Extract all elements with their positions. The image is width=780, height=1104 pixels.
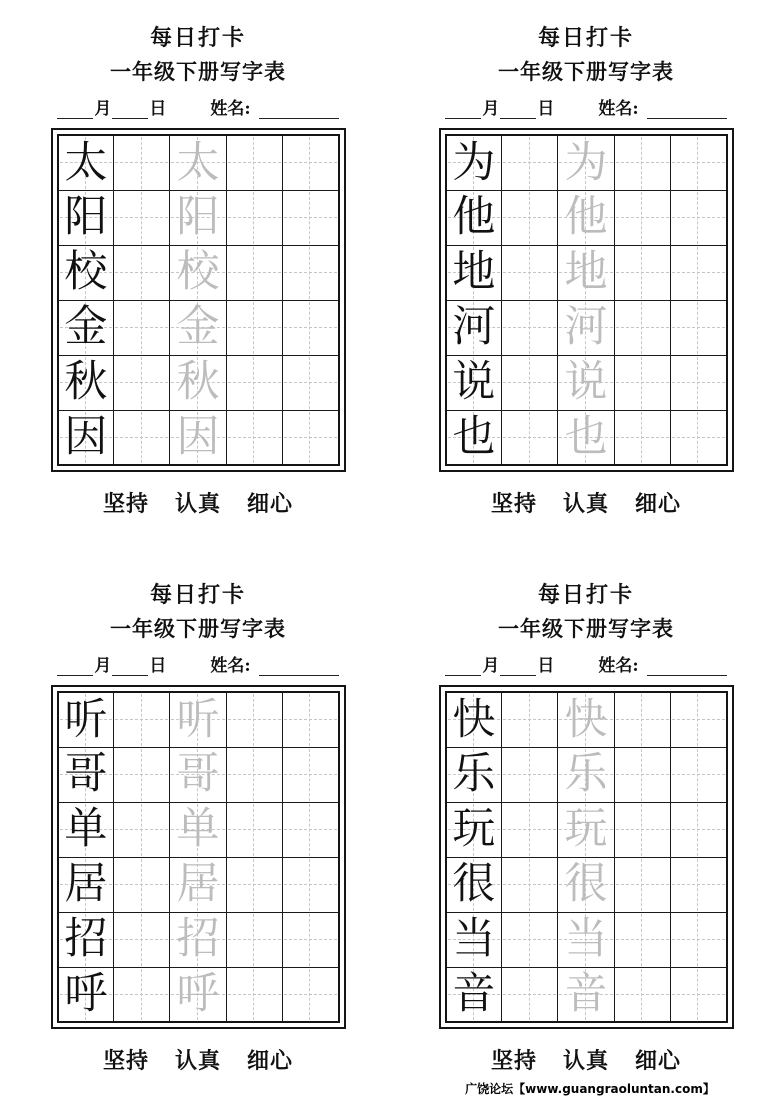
empty-practice-cell bbox=[614, 355, 670, 410]
name-blank bbox=[259, 657, 339, 676]
empty-practice-cell bbox=[282, 857, 338, 912]
empty-practice-cell bbox=[114, 912, 170, 967]
model-character: 听 bbox=[64, 694, 108, 745]
trace-character: 为 bbox=[564, 137, 608, 188]
empty-practice-cell bbox=[502, 857, 558, 912]
model-character: 招 bbox=[64, 914, 108, 965]
practice-sheet-top-left bbox=[48, 26, 348, 518]
motto-word: 坚持 bbox=[102, 491, 149, 518]
motto-word: 坚持 bbox=[102, 1048, 149, 1075]
name-blank bbox=[647, 657, 727, 676]
character-practice-grid bbox=[445, 691, 728, 1023]
practice-row bbox=[58, 967, 339, 1022]
date-name-line bbox=[436, 654, 736, 676]
trace-character: 太 bbox=[176, 137, 220, 188]
model-character: 阳 bbox=[64, 192, 108, 243]
empty-practice-cell bbox=[614, 135, 670, 190]
empty-practice-cell bbox=[502, 135, 558, 190]
name-label: 姓名: bbox=[598, 99, 639, 120]
month-label: 月 bbox=[482, 656, 500, 677]
model-character: 当 bbox=[452, 914, 496, 965]
empty-practice-cell bbox=[114, 135, 170, 190]
empty-practice-cell bbox=[670, 912, 726, 967]
model-character: 玩 bbox=[452, 804, 496, 855]
empty-practice-cell bbox=[614, 747, 670, 802]
name-blank bbox=[647, 100, 727, 119]
empty-practice-cell bbox=[282, 912, 338, 967]
empty-practice-cell bbox=[670, 245, 726, 300]
model-character-cell bbox=[58, 245, 114, 300]
empty-practice-cell bbox=[502, 747, 558, 802]
trace-character: 也 bbox=[564, 412, 608, 463]
model-character-cell bbox=[446, 967, 502, 1022]
empty-practice-cell bbox=[502, 245, 558, 300]
motto-word: 认真 bbox=[174, 1048, 221, 1075]
day-blank bbox=[112, 657, 148, 676]
practice-row bbox=[58, 190, 339, 245]
model-character: 哥 bbox=[64, 749, 108, 800]
model-character-cell bbox=[58, 190, 114, 245]
model-character-cell bbox=[446, 912, 502, 967]
trace-character-cell bbox=[558, 300, 614, 355]
sheet-title: 每日打卡 bbox=[149, 25, 246, 51]
empty-practice-cell bbox=[282, 802, 338, 857]
practice-row bbox=[58, 300, 339, 355]
empty-practice-cell bbox=[114, 692, 170, 747]
trace-character: 居 bbox=[176, 859, 220, 910]
day-label: 日 bbox=[149, 99, 167, 120]
model-character-cell bbox=[446, 190, 502, 245]
trace-character-cell bbox=[558, 967, 614, 1022]
site-credit: 广饶论坛【www.guangraoluntan.com】 bbox=[465, 1082, 715, 1096]
practice-row bbox=[446, 410, 727, 465]
empty-practice-cell bbox=[226, 355, 282, 410]
model-character-cell bbox=[446, 355, 502, 410]
empty-practice-cell bbox=[282, 747, 338, 802]
character-practice-grid bbox=[57, 691, 340, 1023]
motto-word: 细心 bbox=[635, 491, 682, 518]
empty-practice-cell bbox=[670, 967, 726, 1022]
day-label: 日 bbox=[537, 656, 555, 677]
trace-character: 音 bbox=[564, 969, 608, 1020]
empty-practice-cell bbox=[226, 135, 282, 190]
trace-character-cell bbox=[170, 410, 226, 465]
sheet-subtitle: 一年级下册写字表 bbox=[110, 616, 286, 642]
trace-character-cell bbox=[170, 245, 226, 300]
practice-row bbox=[58, 857, 339, 912]
motto-word: 认真 bbox=[562, 1048, 609, 1075]
empty-practice-cell bbox=[226, 857, 282, 912]
model-character: 太 bbox=[64, 137, 108, 188]
empty-practice-cell bbox=[502, 967, 558, 1022]
model-character: 单 bbox=[64, 804, 108, 855]
trace-character: 哥 bbox=[176, 749, 220, 800]
model-character-cell bbox=[446, 692, 502, 747]
model-character: 快 bbox=[452, 694, 496, 745]
empty-practice-cell bbox=[114, 747, 170, 802]
empty-practice-cell bbox=[226, 245, 282, 300]
practice-row bbox=[58, 410, 339, 465]
sheet-subtitle: 一年级下册写字表 bbox=[498, 59, 674, 85]
empty-practice-cell bbox=[282, 245, 338, 300]
practice-row bbox=[446, 692, 727, 747]
model-character-cell bbox=[58, 857, 114, 912]
trace-character: 秋 bbox=[176, 357, 220, 408]
model-character-cell bbox=[446, 135, 502, 190]
empty-practice-cell bbox=[502, 912, 558, 967]
practice-sheet-bottom-right bbox=[436, 583, 736, 1075]
empty-practice-cell bbox=[502, 355, 558, 410]
empty-practice-cell bbox=[670, 410, 726, 465]
name-label: 姓名: bbox=[210, 656, 251, 677]
trace-character: 玩 bbox=[564, 804, 608, 855]
practice-row bbox=[446, 245, 727, 300]
date-name-line bbox=[48, 97, 348, 119]
trace-character-cell bbox=[558, 802, 614, 857]
motto-word: 细心 bbox=[635, 1048, 682, 1075]
model-character-cell bbox=[446, 802, 502, 857]
model-character: 呼 bbox=[64, 969, 108, 1020]
practice-row bbox=[58, 135, 339, 190]
empty-practice-cell bbox=[614, 245, 670, 300]
month-blank bbox=[445, 100, 481, 119]
month-label: 月 bbox=[482, 99, 500, 120]
trace-character-cell bbox=[558, 410, 614, 465]
empty-practice-cell bbox=[614, 967, 670, 1022]
empty-practice-cell bbox=[226, 190, 282, 245]
empty-practice-cell bbox=[670, 190, 726, 245]
trace-character: 很 bbox=[564, 859, 608, 910]
month-label: 月 bbox=[94, 656, 112, 677]
empty-practice-cell bbox=[282, 190, 338, 245]
trace-character-cell bbox=[558, 190, 614, 245]
trace-character-cell bbox=[558, 912, 614, 967]
character-practice-grid bbox=[57, 134, 340, 466]
trace-character: 招 bbox=[176, 914, 220, 965]
model-character-cell bbox=[58, 912, 114, 967]
empty-practice-cell bbox=[614, 410, 670, 465]
sheet-subtitle: 一年级下册写字表 bbox=[498, 616, 674, 642]
trace-character: 呼 bbox=[176, 969, 220, 1020]
empty-practice-cell bbox=[114, 410, 170, 465]
trace-character: 说 bbox=[564, 357, 608, 408]
model-character-cell bbox=[446, 410, 502, 465]
trace-character-cell bbox=[170, 355, 226, 410]
practice-row bbox=[446, 912, 727, 967]
practice-row bbox=[58, 692, 339, 747]
empty-practice-cell bbox=[226, 300, 282, 355]
trace-character-cell bbox=[170, 802, 226, 857]
model-character-cell bbox=[58, 967, 114, 1022]
sheet-title: 每日打卡 bbox=[537, 582, 634, 608]
trace-character-cell bbox=[558, 747, 614, 802]
motto-word: 细心 bbox=[247, 491, 294, 518]
practice-row bbox=[446, 190, 727, 245]
model-character-cell bbox=[58, 300, 114, 355]
sheet-title: 每日打卡 bbox=[149, 582, 246, 608]
day-label: 日 bbox=[537, 99, 555, 120]
practice-row bbox=[446, 747, 727, 802]
day-label: 日 bbox=[149, 656, 167, 677]
trace-character-cell bbox=[558, 355, 614, 410]
month-blank bbox=[445, 657, 481, 676]
empty-practice-cell bbox=[614, 802, 670, 857]
empty-practice-cell bbox=[226, 967, 282, 1022]
empty-practice-cell bbox=[670, 857, 726, 912]
model-character: 金 bbox=[64, 302, 108, 353]
empty-practice-cell bbox=[114, 967, 170, 1022]
practice-row bbox=[58, 802, 339, 857]
empty-practice-cell bbox=[226, 912, 282, 967]
grid-frame bbox=[439, 685, 734, 1029]
empty-practice-cell bbox=[614, 692, 670, 747]
grid-frame bbox=[51, 685, 346, 1029]
practice-row bbox=[446, 857, 727, 912]
trace-character: 阳 bbox=[176, 192, 220, 243]
day-blank bbox=[112, 100, 148, 119]
trace-character-cell bbox=[170, 692, 226, 747]
model-character: 秋 bbox=[64, 357, 108, 408]
practice-row bbox=[58, 912, 339, 967]
empty-practice-cell bbox=[614, 857, 670, 912]
trace-character: 当 bbox=[564, 914, 608, 965]
grid-frame bbox=[439, 128, 734, 472]
practice-row bbox=[446, 355, 727, 410]
trace-character-cell bbox=[170, 857, 226, 912]
empty-practice-cell bbox=[114, 857, 170, 912]
empty-practice-cell bbox=[502, 692, 558, 747]
empty-practice-cell bbox=[614, 190, 670, 245]
month-label: 月 bbox=[94, 99, 112, 120]
model-character: 居 bbox=[64, 859, 108, 910]
trace-character: 他 bbox=[564, 192, 608, 243]
trace-character: 河 bbox=[564, 302, 608, 353]
model-character: 也 bbox=[452, 412, 496, 463]
empty-practice-cell bbox=[614, 912, 670, 967]
empty-practice-cell bbox=[502, 802, 558, 857]
model-character: 他 bbox=[452, 192, 496, 243]
trace-character: 地 bbox=[564, 247, 608, 298]
empty-practice-cell bbox=[670, 802, 726, 857]
trace-character-cell bbox=[170, 135, 226, 190]
model-character-cell bbox=[58, 410, 114, 465]
trace-character: 金 bbox=[176, 302, 220, 353]
practice-sheet-bottom-left bbox=[48, 583, 348, 1075]
trace-character-cell bbox=[558, 692, 614, 747]
empty-practice-cell bbox=[282, 355, 338, 410]
empty-practice-cell bbox=[670, 747, 726, 802]
trace-character: 因 bbox=[176, 412, 220, 463]
name-label: 姓名: bbox=[598, 656, 639, 677]
model-character-cell bbox=[446, 300, 502, 355]
motto bbox=[436, 487, 736, 518]
empty-practice-cell bbox=[226, 747, 282, 802]
empty-practice-cell bbox=[282, 692, 338, 747]
model-character: 河 bbox=[452, 302, 496, 353]
name-blank bbox=[259, 100, 339, 119]
empty-practice-cell bbox=[670, 355, 726, 410]
month-blank bbox=[57, 657, 93, 676]
model-character: 很 bbox=[452, 859, 496, 910]
empty-practice-cell bbox=[282, 967, 338, 1022]
trace-character-cell bbox=[170, 747, 226, 802]
practice-row bbox=[446, 300, 727, 355]
practice-sheet-top-right bbox=[436, 26, 736, 518]
trace-character-cell bbox=[558, 245, 614, 300]
motto-word: 坚持 bbox=[490, 1048, 537, 1075]
empty-practice-cell bbox=[502, 190, 558, 245]
month-blank bbox=[57, 100, 93, 119]
empty-practice-cell bbox=[226, 692, 282, 747]
model-character-cell bbox=[446, 857, 502, 912]
model-character-cell bbox=[58, 692, 114, 747]
motto-word: 认真 bbox=[174, 491, 221, 518]
model-character: 音 bbox=[452, 969, 496, 1020]
empty-practice-cell bbox=[114, 300, 170, 355]
model-character: 校 bbox=[64, 247, 108, 298]
empty-practice-cell bbox=[670, 300, 726, 355]
grid-frame bbox=[51, 128, 346, 472]
empty-practice-cell bbox=[282, 135, 338, 190]
empty-practice-cell bbox=[670, 692, 726, 747]
practice-row bbox=[58, 747, 339, 802]
model-character-cell bbox=[58, 135, 114, 190]
model-character: 为 bbox=[452, 137, 496, 188]
trace-character: 单 bbox=[176, 804, 220, 855]
empty-practice-cell bbox=[114, 355, 170, 410]
practice-row bbox=[446, 135, 727, 190]
practice-row bbox=[446, 802, 727, 857]
trace-character: 乐 bbox=[564, 749, 608, 800]
name-label: 姓名: bbox=[210, 99, 251, 120]
trace-character-cell bbox=[170, 190, 226, 245]
motto bbox=[436, 1044, 736, 1075]
empty-practice-cell bbox=[226, 410, 282, 465]
day-blank bbox=[500, 657, 536, 676]
empty-practice-cell bbox=[614, 300, 670, 355]
motto bbox=[48, 1044, 348, 1075]
empty-practice-cell bbox=[226, 802, 282, 857]
empty-practice-cell bbox=[282, 300, 338, 355]
motto-word: 细心 bbox=[247, 1048, 294, 1075]
model-character-cell bbox=[446, 747, 502, 802]
model-character-cell bbox=[446, 245, 502, 300]
empty-practice-cell bbox=[282, 410, 338, 465]
trace-character: 快 bbox=[564, 694, 608, 745]
model-character: 因 bbox=[64, 412, 108, 463]
model-character-cell bbox=[58, 355, 114, 410]
practice-row bbox=[58, 245, 339, 300]
sheet-subtitle: 一年级下册写字表 bbox=[110, 59, 286, 85]
empty-practice-cell bbox=[670, 135, 726, 190]
trace-character: 校 bbox=[176, 247, 220, 298]
model-character-cell bbox=[58, 747, 114, 802]
sheet-title: 每日打卡 bbox=[537, 25, 634, 51]
empty-practice-cell bbox=[114, 802, 170, 857]
motto bbox=[48, 487, 348, 518]
model-character: 说 bbox=[452, 357, 496, 408]
date-name-line bbox=[48, 654, 348, 676]
character-practice-grid bbox=[445, 134, 728, 466]
model-character: 乐 bbox=[452, 749, 496, 800]
model-character: 地 bbox=[452, 247, 496, 298]
trace-character: 听 bbox=[176, 694, 220, 745]
trace-character-cell bbox=[170, 967, 226, 1022]
trace-character-cell bbox=[558, 135, 614, 190]
practice-row bbox=[446, 967, 727, 1022]
trace-character-cell bbox=[170, 300, 226, 355]
empty-practice-cell bbox=[114, 245, 170, 300]
model-character-cell bbox=[58, 802, 114, 857]
motto-word: 坚持 bbox=[490, 491, 537, 518]
empty-practice-cell bbox=[502, 410, 558, 465]
empty-practice-cell bbox=[114, 190, 170, 245]
motto-word: 认真 bbox=[562, 491, 609, 518]
trace-character-cell bbox=[558, 857, 614, 912]
date-name-line bbox=[436, 97, 736, 119]
trace-character-cell bbox=[170, 912, 226, 967]
empty-practice-cell bbox=[502, 300, 558, 355]
practice-row bbox=[58, 355, 339, 410]
day-blank bbox=[500, 100, 536, 119]
